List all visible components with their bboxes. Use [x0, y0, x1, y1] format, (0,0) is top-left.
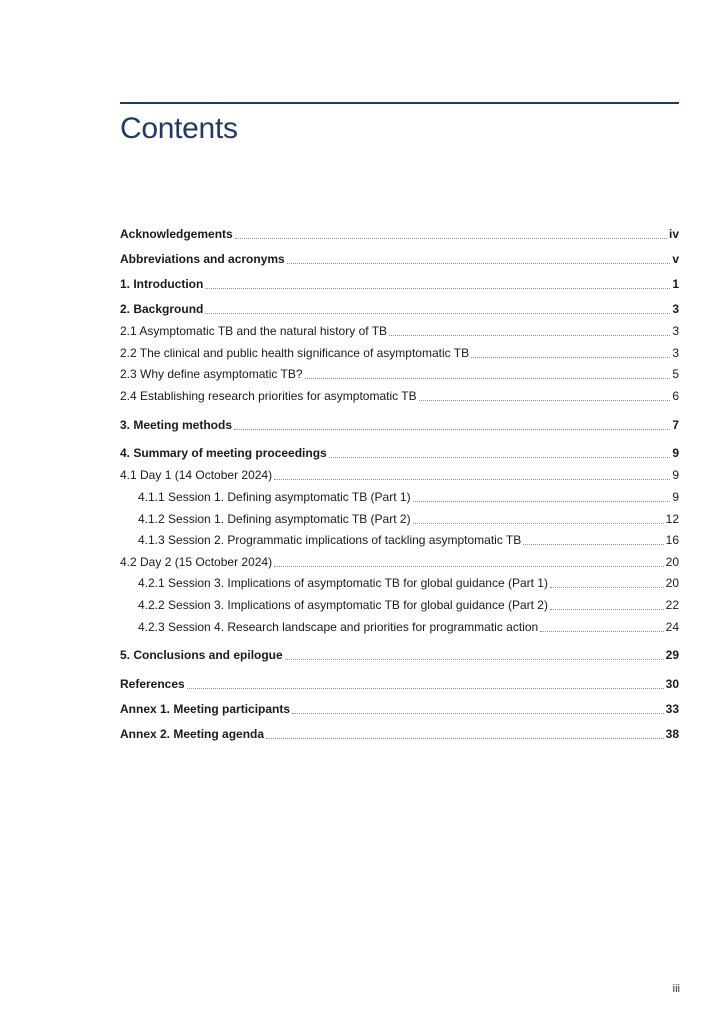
dot-leader — [471, 357, 670, 358]
toc-entry[interactable] — [138, 613, 679, 635]
toc-entry-label: 2.2 The clinical and public health significance of asymptomatic TB — [120, 346, 470, 360]
dot-leader — [285, 659, 664, 660]
toc-entry-page: 1 — [672, 277, 679, 291]
page-number: iii — [672, 983, 680, 995]
dot-leader — [205, 288, 670, 289]
dot-leader — [413, 501, 671, 502]
toc-entry-label: 2.1 Asymptomatic TB and the natural history of TB — [120, 324, 388, 338]
dot-leader — [540, 631, 663, 632]
dot-leader — [266, 738, 664, 739]
toc-entry-page: 33 — [665, 702, 679, 716]
toc-entry-page: 16 — [665, 533, 679, 547]
dot-leader — [274, 479, 670, 480]
toc-entry-label: Annex 1. Meeting participants — [120, 702, 291, 716]
toc-entry-label: Annex 2. Meeting agenda — [120, 727, 265, 741]
toc-entry[interactable] — [120, 270, 679, 292]
toc-entry-page: 22 — [665, 598, 679, 612]
toc-entry-page: iv — [668, 227, 679, 241]
toc-entry[interactable] — [120, 461, 679, 483]
toc-entry-page: v — [672, 252, 679, 266]
toc-entry[interactable] — [120, 360, 679, 382]
header-rule — [120, 102, 679, 104]
toc-entry-page: 38 — [665, 727, 679, 741]
toc-entry-label: 2. Background — [120, 302, 204, 316]
toc-entry[interactable] — [120, 670, 679, 692]
toc-entry-page: 29 — [665, 648, 679, 662]
toc-entry[interactable] — [120, 411, 679, 433]
toc-entry[interactable] — [120, 245, 679, 267]
toc-entry[interactable] — [138, 591, 679, 613]
toc-entry-label: Abbreviations and acronyms — [120, 252, 285, 266]
toc-entry[interactable] — [120, 295, 679, 317]
toc-entry-label: 4.2 Day 2 (15 October 2024) — [120, 555, 273, 569]
toc-entry-page: 12 — [665, 512, 679, 526]
toc-entry-page: 20 — [665, 576, 679, 590]
toc-entry[interactable] — [120, 548, 679, 570]
dot-leader — [235, 238, 667, 239]
toc-entry-label: 3. Meeting methods — [120, 418, 233, 432]
dot-leader — [205, 313, 670, 314]
dot-leader — [292, 713, 664, 714]
toc-entry-label: 4.1 Day 1 (14 October 2024) — [120, 468, 273, 482]
dot-leader — [187, 688, 664, 689]
toc-entry-label: 4.2.3 Session 4. Research landscape and priorities for programmatic action — [138, 620, 539, 634]
toc-entry[interactable] — [120, 220, 679, 242]
dot-leader — [523, 544, 663, 545]
toc-entry-page: 24 — [665, 620, 679, 634]
toc-entry[interactable] — [138, 526, 679, 548]
toc-entry[interactable] — [138, 569, 679, 591]
toc-entry[interactable] — [120, 720, 679, 742]
toc-entry-label: 4.2.2 Session 3. Implications of asymptomatic TB for global guidance (Part 2) — [138, 598, 548, 612]
toc-entry[interactable] — [120, 382, 679, 404]
dot-leader — [287, 263, 671, 264]
dot-leader — [274, 566, 664, 567]
toc-entry-label: 2.4 Establishing research priorities for asymptomatic TB — [120, 389, 417, 403]
dot-leader — [550, 609, 664, 610]
dot-leader — [389, 335, 670, 336]
toc-entry-page: 9 — [672, 446, 679, 460]
toc-entry-label: 4.1.3 Session 2. Programmatic implications of tackling asymptomatic TB — [138, 533, 522, 547]
toc-entry-label: 4.2.1 Session 3. Implications of asymptomatic TB for global guidance (Part 1) — [138, 576, 548, 590]
toc-entry-label: 4.1.2 Session 1. Defining asymptomatic TB (Part 2) — [138, 512, 411, 526]
page-title: Contents — [120, 112, 238, 145]
toc-entry[interactable] — [120, 641, 679, 663]
toc-entry[interactable] — [120, 339, 679, 361]
toc-entry[interactable] — [138, 505, 679, 527]
toc-entry-label: 4.1.1 Session 1. Defining asymptomatic TB (Part 1) — [138, 490, 411, 504]
toc-entry[interactable] — [120, 439, 679, 461]
toc-entry[interactable] — [120, 695, 679, 717]
toc-entry-page: 3 — [672, 324, 679, 338]
toc-entry-page: 7 — [672, 418, 679, 432]
dot-leader — [413, 523, 664, 524]
dot-leader — [419, 400, 671, 401]
toc-entry-page: 9 — [672, 468, 679, 482]
toc-entry[interactable] — [138, 483, 679, 505]
toc-entry-page: 3 — [672, 346, 679, 360]
toc-entry-label: 2.3 Why define asymptomatic TB? — [120, 367, 303, 381]
toc-entry-label: 4. Summary of meeting proceedings — [120, 446, 327, 460]
toc-entry-page: 30 — [665, 677, 679, 691]
toc-entry[interactable] — [120, 317, 679, 339]
toc-entry-label: 1. Introduction — [120, 277, 204, 291]
toc-entry-label: Acknowledgements — [120, 227, 233, 241]
toc-entry-page: 6 — [672, 389, 679, 403]
toc-entry-page: 3 — [672, 302, 679, 316]
dot-leader — [305, 378, 671, 379]
toc-entry-page: 5 — [672, 367, 679, 381]
dot-leader — [329, 457, 671, 458]
toc-entry-page: 20 — [665, 555, 679, 569]
dot-leader — [550, 587, 664, 588]
toc-entry-label: 5. Conclusions and epilogue — [120, 648, 283, 662]
toc-entry-page: 9 — [672, 490, 679, 504]
toc-entry-label: References — [120, 677, 185, 691]
dot-leader — [234, 429, 670, 430]
